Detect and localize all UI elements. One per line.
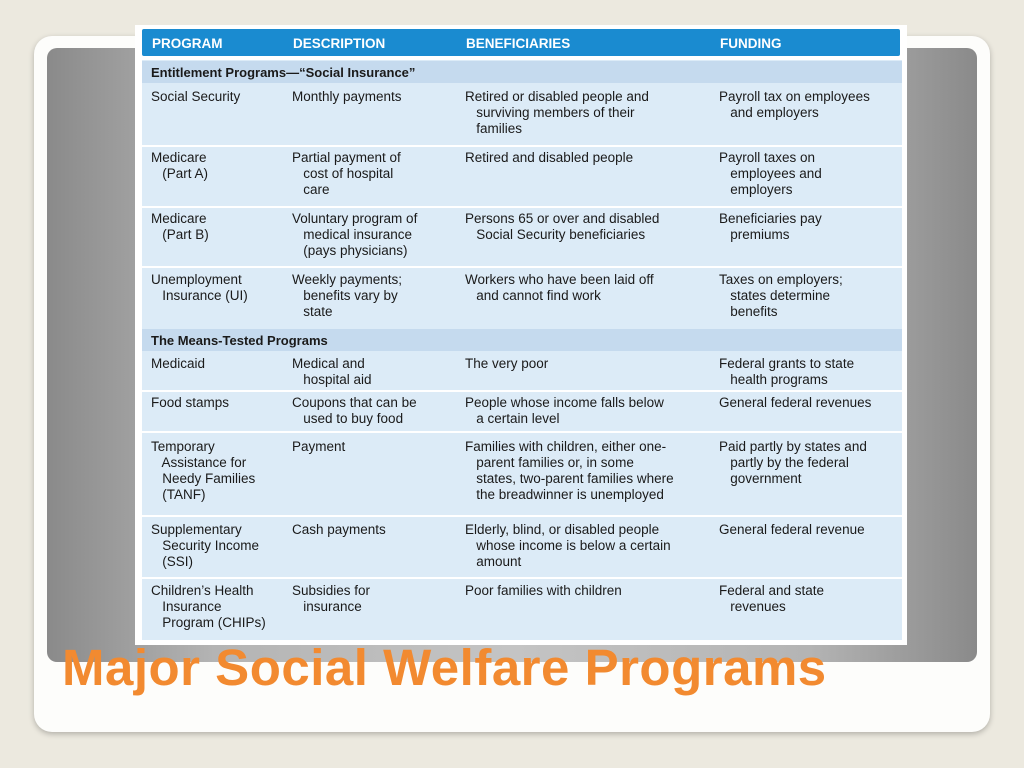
- header-beneficiaries: BENEFICIARIES: [466, 36, 571, 51]
- cell-funding: Payroll tax on employees and employers: [719, 89, 870, 120]
- cell-beneficiaries: Families with children, either one- parent families or, in some states, two-parent families where the breadwinner is unemployed: [465, 439, 674, 502]
- cell-program: Children’s Health Insurance Program (CHIPs): [151, 583, 266, 630]
- cell-beneficiaries: Workers who have been laid off and cannot find work: [465, 272, 654, 303]
- row-divider: [142, 266, 902, 268]
- cell-beneficiaries: The very poor: [465, 356, 549, 371]
- cell-funding: Federal grants to state health programs: [719, 356, 855, 387]
- cell-beneficiaries: People whose income falls below a certain level: [465, 395, 664, 426]
- cell-funding: Payroll taxes on employees and employers: [719, 150, 822, 197]
- cell-program: Food stamps: [151, 395, 230, 410]
- cell-funding: General federal revenue: [719, 522, 865, 537]
- header-funding: FUNDING: [720, 36, 782, 51]
- row-divider: [142, 390, 902, 392]
- cell-funding: Federal and state revenues: [719, 583, 825, 614]
- row-divider: [142, 515, 902, 517]
- cell-funding: Taxes on employers; states determine benefits: [719, 272, 843, 319]
- section-entitlement-label: Entitlement Programs—“Social Insurance”: [151, 65, 416, 80]
- cell-description: Partial payment of cost of hospital care: [292, 150, 401, 197]
- cell-program: Medicare (Part A): [151, 150, 209, 181]
- cell-description: Medical and hospital aid: [292, 356, 372, 387]
- cell-program: Medicare (Part B): [151, 211, 209, 242]
- section-means-tested: [142, 329, 902, 351]
- cell-program: Unemployment Insurance (UI): [151, 272, 248, 303]
- cell-funding: Paid partly by states and partly by the federal government: [719, 439, 867, 486]
- cell-beneficiaries: Poor families with children: [465, 583, 622, 598]
- cell-program: Social Security: [151, 89, 241, 104]
- section-means-tested-label: The Means-Tested Programs: [151, 333, 328, 348]
- section-entitlement: [142, 61, 902, 83]
- cell-funding: General federal revenues: [719, 395, 872, 410]
- row-divider: [142, 206, 902, 208]
- cell-description: Coupons that can be used to buy food: [292, 395, 417, 426]
- row-divider: [142, 577, 902, 579]
- header-program: PROGRAM: [152, 36, 223, 51]
- row-divider: [142, 145, 902, 147]
- cell-funding: Beneficiaries pay premiums: [719, 211, 822, 242]
- header-description: DESCRIPTION: [293, 36, 386, 51]
- cell-beneficiaries: Retired or disabled people and surviving members of their families: [465, 89, 649, 136]
- row-divider: [142, 431, 902, 433]
- slide-title: Major Social Welfare Programs: [62, 639, 827, 696]
- cell-program: Temporary Assistance for Needy Families (TANF): [151, 439, 256, 502]
- cell-beneficiaries: Persons 65 or over and disabled Social Security beneficiaries: [465, 211, 660, 242]
- table-header: [142, 29, 900, 56]
- cell-program: Medicaid: [151, 356, 206, 371]
- cell-description: Cash payments: [292, 522, 386, 537]
- cell-description: Subsidies for insurance: [292, 583, 371, 614]
- cell-description: Monthly payments: [292, 89, 402, 104]
- cell-description: Payment: [292, 439, 346, 454]
- cell-beneficiaries: Elderly, blind, or disabled people whose income is below a certain amount: [465, 522, 671, 569]
- cell-beneficiaries: Retired and disabled people: [465, 150, 634, 165]
- welfare-table: [135, 25, 907, 645]
- cell-description: Weekly payments; benefits vary by state: [292, 272, 403, 319]
- cell-description: Voluntary program of medical insurance (pays physicians): [292, 211, 418, 258]
- cell-program: Supplementary Security Income (SSI): [151, 522, 260, 569]
